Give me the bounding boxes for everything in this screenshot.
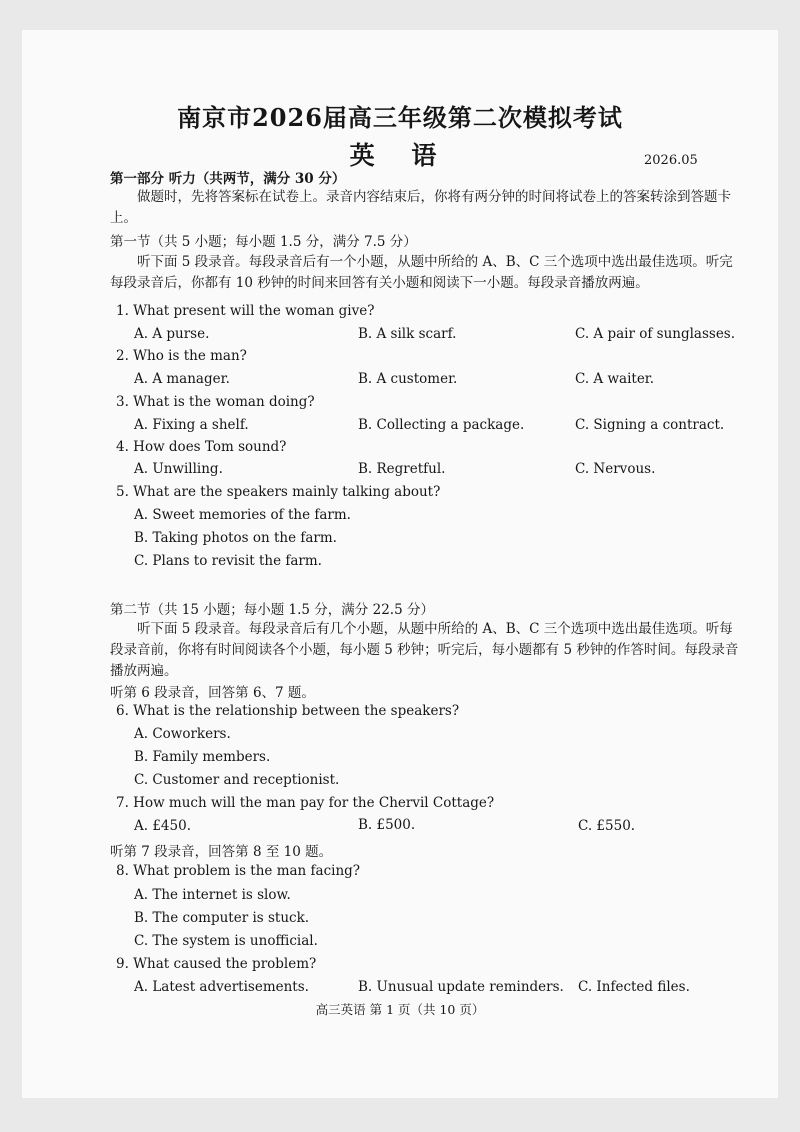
q7-option-b: B. £500. — [358, 817, 416, 833]
q3-option-b: B. Collecting a package. — [358, 417, 525, 433]
q4-option-c: C. Nervous. — [575, 461, 656, 477]
question-4: 4. How does Tom sound? — [116, 439, 287, 455]
question-1: 1. What present will the woman give? — [116, 303, 375, 319]
exam-date: 2026.05 — [644, 153, 698, 168]
q4-option-b: B. Regretful. — [358, 461, 446, 477]
page-footer: 高三英语 第 1 页（共 10 页） — [315, 1002, 485, 1017]
group-6-instruction: 听第 6 段录音，回答第 6、7 题。 — [110, 685, 315, 701]
q8-option-a: A. The internet is slow. — [134, 887, 291, 903]
q5-option-b: B. Taking photos on the farm. — [134, 530, 337, 546]
section1-heading: 第一节（共 5 小题；每小题 1.5 分，满分 7.5 分） — [110, 234, 417, 250]
subject-title: 英 语 — [349, 141, 451, 170]
q1-option-a: A. A purse. — [134, 326, 210, 342]
q5-option-a: A. Sweet memories of the farm. — [134, 507, 351, 523]
q1-option-c: C. A pair of sunglasses. — [575, 326, 736, 342]
part1-heading: 第一部分 听力（共两节，满分 30 分） — [110, 171, 346, 187]
q7-option-a: A. £450. — [134, 818, 191, 834]
q2-option-a: A. A manager. — [134, 371, 230, 387]
q9-option-c: C. Infected files. — [578, 979, 690, 995]
group-7-instruction: 听第 7 段录音，回答第 8 至 10 题。 — [110, 844, 333, 860]
question-2: 2. Who is the man? — [116, 348, 247, 364]
q9-option-a: A. Latest advertisements. — [134, 979, 309, 995]
exam-page — [22, 30, 778, 1098]
question-7: 7. How much will the man pay for the Chervil Cottage? — [116, 795, 495, 811]
question-6: 6. What is the relationship between the speakers? — [116, 703, 460, 719]
q3-option-c: C. Signing a contract. — [575, 417, 725, 433]
q9-option-b: B. Unusual update reminders. — [358, 979, 564, 995]
question-8: 8. What problem is the man facing? — [116, 863, 361, 879]
section2-heading: 第二节（共 15 小题；每小题 1.5 分，满分 22.5 分） — [110, 602, 434, 618]
q6-option-a: A. Coworkers. — [134, 726, 231, 742]
q4-option-a: A. Unwilling. — [134, 461, 223, 477]
section1-intro: 听下面 5 段录音。每段录音后有一个小题，从题中所给的 A、B、C 三个选项中选出最佳选项。听完每段录音后，你都有 10 秒钟的时间来回答有关小题和阅读下一小题。每段录音播放两遍。 — [110, 254, 733, 291]
question-3: 3. What is the woman doing? — [116, 394, 315, 410]
q2-option-c: C. A waiter. — [575, 371, 655, 387]
q6-option-c: C. Customer and receptionist. — [134, 772, 340, 788]
q7-option-c: C. £550. — [578, 818, 636, 834]
section2-intro: 听下面 5 段录音。每段录音后有几个小题，从题中所给的 A、B、C 三个选项中选出最佳选项。听每段录音前，你将有时间阅读各个小题，每小题 5 秒钟；听完后，每小题都有 5 秒钟的作答时间。每段录音播放两遍。 — [110, 621, 739, 679]
q1-option-b: B. A silk scarf. — [358, 326, 457, 342]
exam-title: 南京市2026届高三年级第二次模拟考试 — [177, 103, 623, 132]
q8-option-b: B. The computer is stuck. — [134, 910, 310, 926]
q6-option-b: B. Family members. — [134, 749, 271, 765]
question-9: 9. What caused the problem? — [116, 956, 317, 972]
q5-option-c: C. Plans to revisit the farm. — [134, 553, 322, 569]
q3-option-a: A. Fixing a shelf. — [134, 417, 249, 433]
part1-intro: 做题时，先将答案标在试卷上。录音内容结束后，你将有两分钟的时间将试卷上的答案转涂到答题卡上。 — [110, 189, 731, 226]
q8-option-c: C. The system is unofficial. — [134, 933, 318, 949]
q2-option-b: B. A customer. — [358, 371, 458, 387]
question-5: 5. What are the speakers mainly talking about? — [116, 484, 441, 500]
